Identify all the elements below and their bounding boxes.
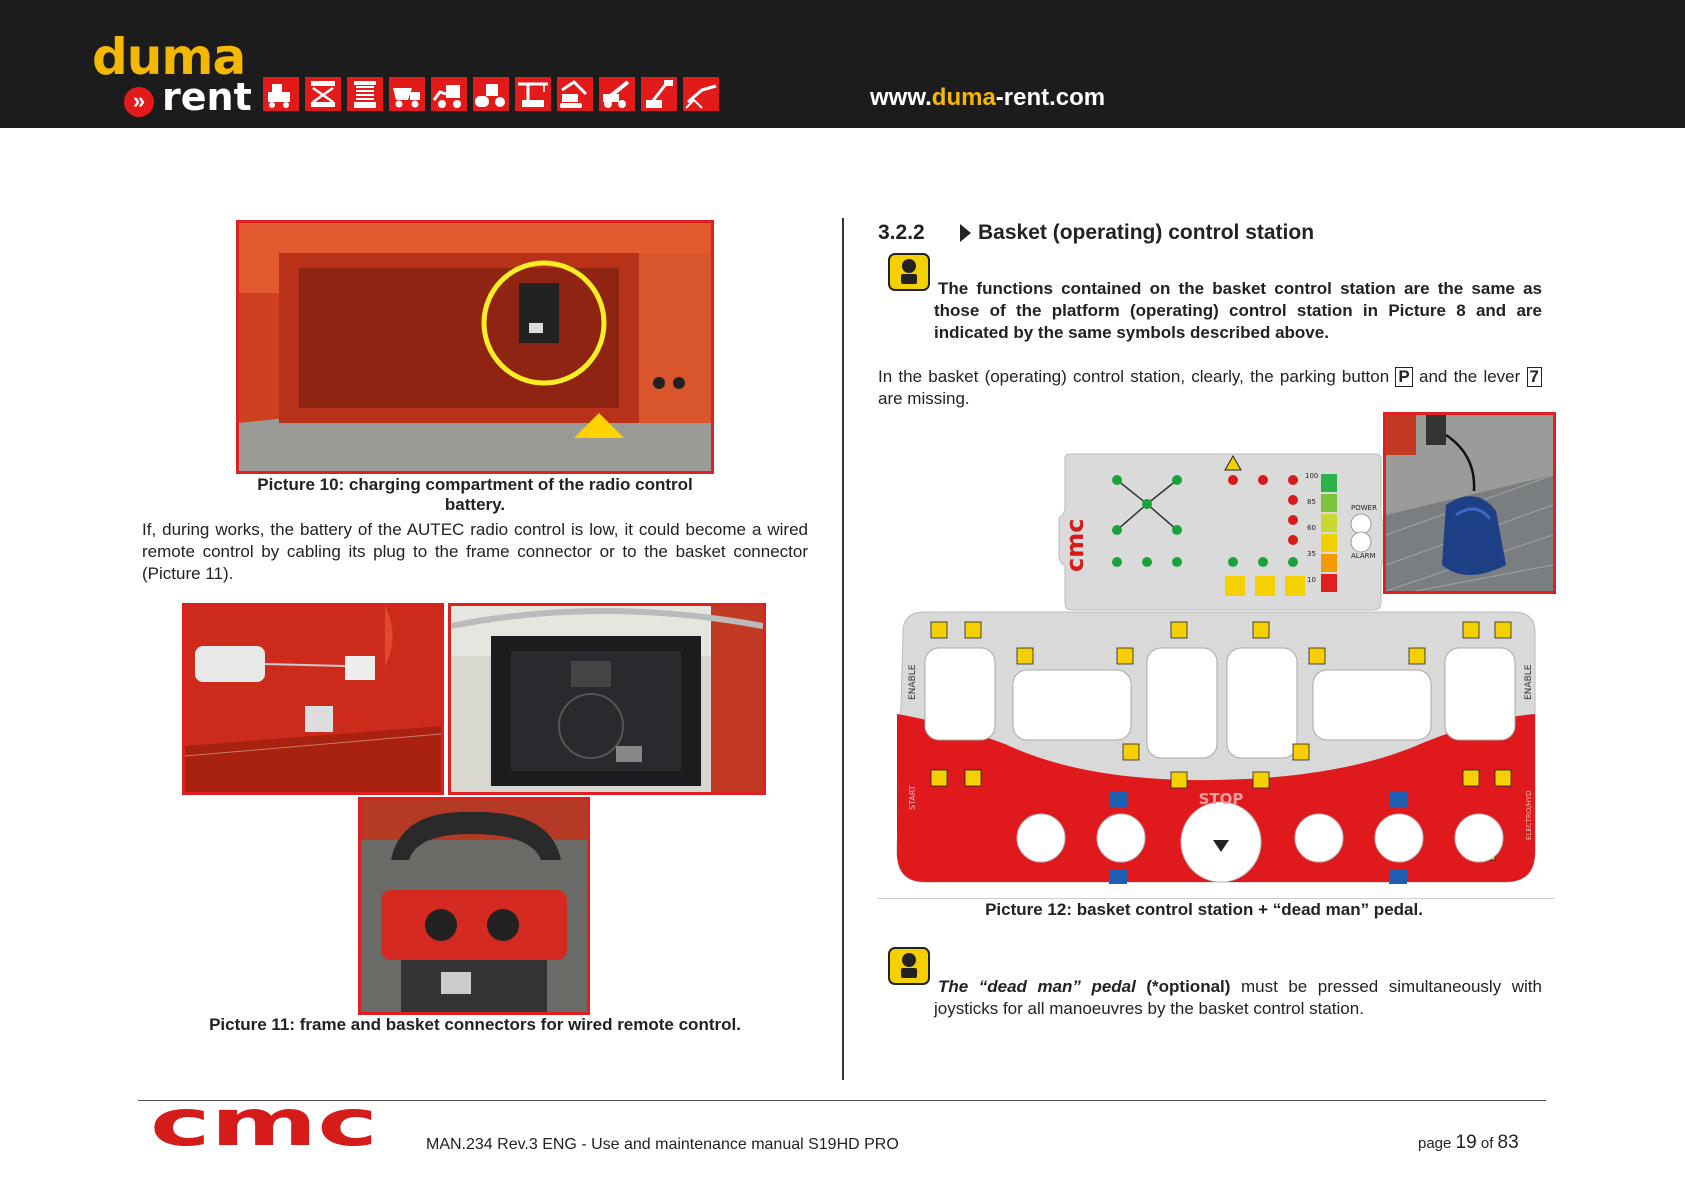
photo-frame-connector xyxy=(182,603,444,795)
telehandler-icon xyxy=(598,76,636,112)
key-p-label: P xyxy=(1395,367,1412,387)
start-label: START xyxy=(908,785,917,810)
mini-dumper-icon xyxy=(388,76,426,112)
svg-text:cmc: cmc xyxy=(150,1100,378,1150)
logo-rent-text: rent xyxy=(162,75,252,119)
gauge-label: 85 xyxy=(1307,498,1316,506)
caption-picture-11: Picture 11: frame and basket connectors for wired remote control. xyxy=(209,1015,741,1034)
warning-same-functions: The functions contained on the basket control station are the same as those of the platform (operating) control station in Picture 8 and are indicated by the same symbols described above. xyxy=(934,279,1542,342)
gauge-label: 35 xyxy=(1307,550,1316,558)
enable-right-label: ENABLE xyxy=(1524,664,1534,700)
section-arrow-icon xyxy=(960,224,971,242)
warning-dead-man-pedal: The “dead man” pedal (*optional) must be pressed simultaneously with joysticks for all manoeuvres by the basket control station. xyxy=(934,977,1542,1018)
roller-icon xyxy=(472,76,510,112)
photo-dead-man-pedal xyxy=(1383,412,1556,594)
section-number: 3.2.2 xyxy=(878,221,925,244)
enable-left-label: ENABLE xyxy=(908,664,918,700)
warning-icon xyxy=(888,947,930,985)
boom-lift-icon xyxy=(640,76,678,112)
svg-text:cmc: cmc xyxy=(1061,518,1089,572)
header-band xyxy=(0,0,1685,128)
crane-icon xyxy=(514,76,552,112)
panel-bottom-rule xyxy=(878,898,1554,899)
paragraph-missing-controls: In the basket (operating) control station, clearly, the parking button P and the lever 7 are missing. xyxy=(878,366,1542,410)
website-url[interactable]: www.duma-rent.com xyxy=(870,84,1106,111)
machine-icons xyxy=(262,76,720,112)
gauge-label: 10 xyxy=(1307,576,1316,584)
section-title: Basket (operating) control station xyxy=(978,221,1315,244)
key-7-label: 7 xyxy=(1527,367,1542,387)
caption-picture-10: Picture 10: charging compartment of the radio control battery. xyxy=(257,475,693,514)
excavator-icon xyxy=(262,76,300,112)
manual-reference: MAN.234 Rev.3 ENG - Use and maintenance manual S19HD PRO xyxy=(426,1136,899,1153)
stop-label: STOP xyxy=(1198,790,1244,808)
warning-icon xyxy=(888,253,930,291)
gauge-label: 60 xyxy=(1307,524,1316,532)
gauge-label: 100 xyxy=(1305,472,1319,480)
column-divider xyxy=(842,218,844,1080)
paragraph-wired-remote: If, during works, the battery of the AUTEC radio control is low, it could become a wired remote control by cabling its plug to the frame connector or to the basket connector (Picture 11). xyxy=(142,520,808,583)
cmc-logo xyxy=(150,1100,380,1150)
photo-charging-compartment xyxy=(236,220,714,474)
page-number: page 19 of 83 xyxy=(1418,1132,1519,1153)
logo-arrow-icon: » xyxy=(124,87,154,117)
vertical-lift-icon xyxy=(346,76,384,112)
logo-duma-text: duma xyxy=(92,28,246,86)
mini-excavator-icon xyxy=(556,76,594,112)
loader-icon xyxy=(430,76,468,112)
scissor-lift-icon xyxy=(304,76,342,112)
photo-basket-connector-box xyxy=(448,603,766,795)
electro-label: ELECTRO/HYD xyxy=(1525,790,1533,840)
photo-remote-controller xyxy=(358,797,590,1015)
power-label: POWER xyxy=(1351,504,1377,512)
alarm-label: ALARM xyxy=(1351,552,1376,560)
caption-picture-12: Picture 12: basket control station + “dead man” pedal. xyxy=(985,900,1423,919)
spider-lift-icon xyxy=(682,76,720,112)
